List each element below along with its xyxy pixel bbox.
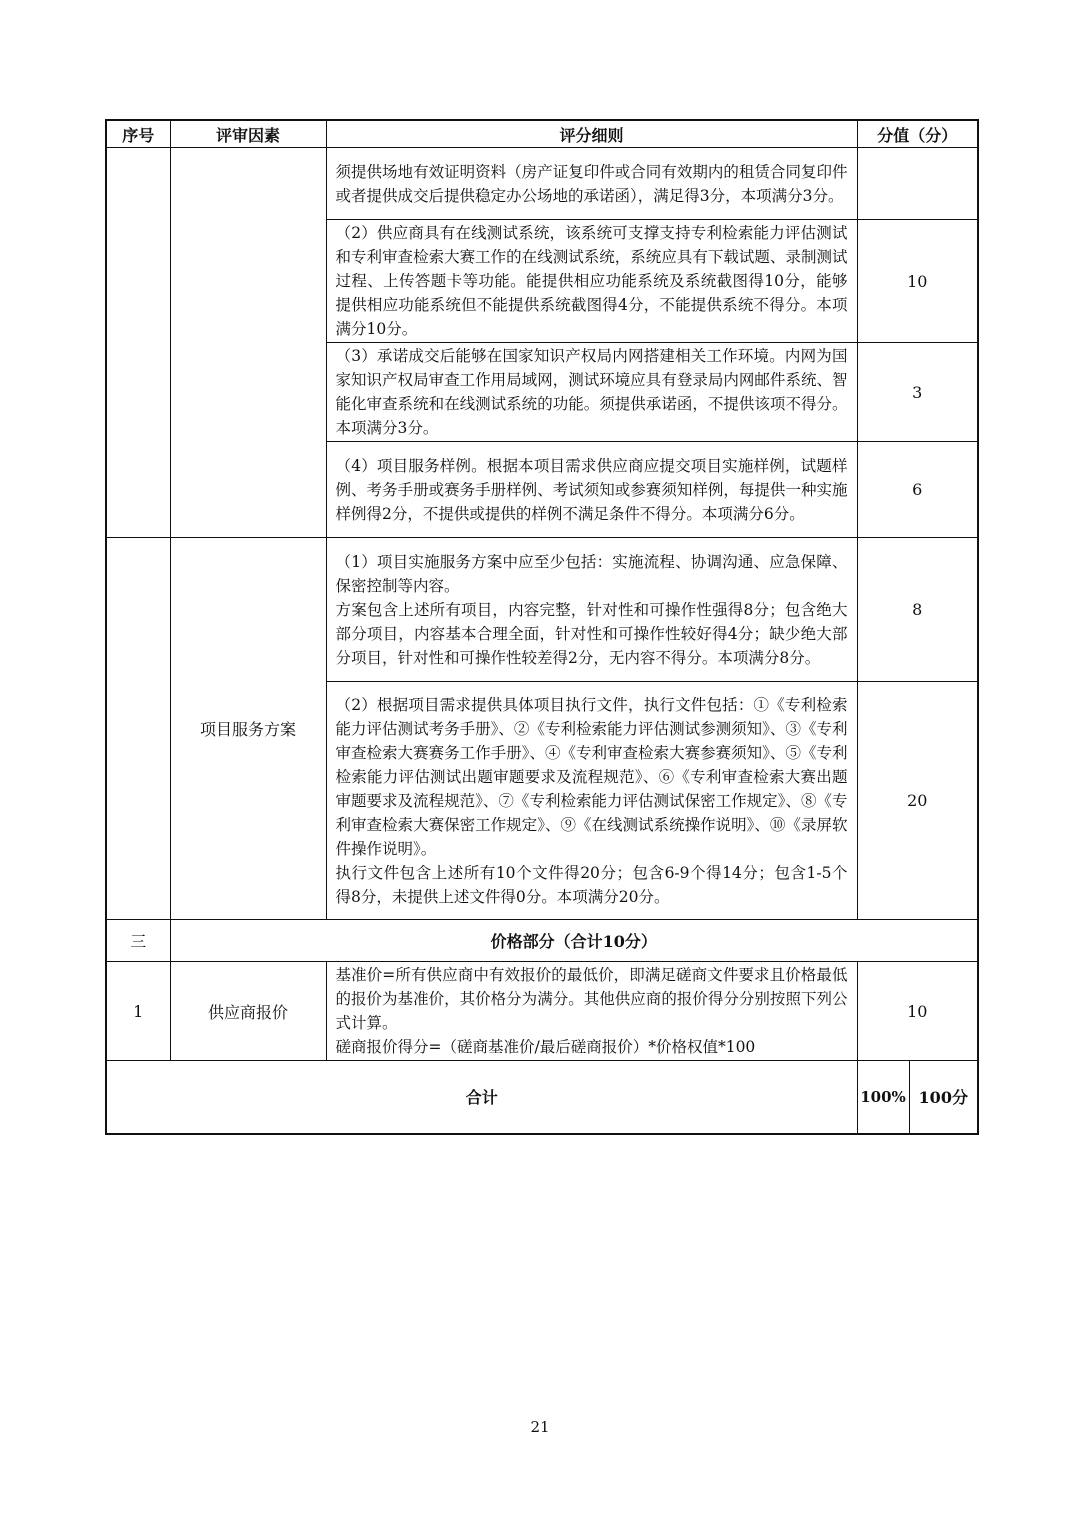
section-title: 价格部分（合计10分） bbox=[170, 920, 978, 962]
total-row bbox=[106, 1061, 978, 1134]
price-seq: 1 bbox=[106, 962, 170, 1061]
scoring-table bbox=[105, 119, 979, 1135]
rule-cell: （4）项目服务样例。根据本项目需求供应商应提交项目实施样例，试题样例、考务手册或赛务手册样例、考试须知或参赛须知样例，每提供一种实施样例得2分，不提供或提供的样例不满足条件不得分。本项满分6分。 bbox=[326, 442, 857, 538]
score-cell: 6 bbox=[857, 442, 978, 538]
table-header-row bbox=[106, 120, 978, 148]
seq-cell-empty bbox=[106, 148, 170, 538]
section-row bbox=[106, 920, 978, 962]
total-score: 100分 bbox=[909, 1061, 978, 1134]
table-row bbox=[106, 538, 978, 682]
rule-cell: （2）供应商具有在线测试系统，该系统可支撑支持专利检索能力评估测试和专利审查检索大赛工作的在线测试系统，系统应具有下载试题、录制测试过程、上传答题卡等功能。能提供相应功能系统及系统截图得10分，能够提供相应功能系统但不能提供系统截图得4分，不能提供系统不得分。本项满分10分。 bbox=[326, 220, 857, 343]
total-label: 合计 bbox=[106, 1061, 857, 1134]
score-cell: 8 bbox=[857, 538, 978, 682]
seq-cell-empty bbox=[106, 538, 170, 920]
score-cell bbox=[857, 148, 978, 220]
factor-service-plan: 项目服务方案 bbox=[170, 538, 326, 920]
score-cell: 10 bbox=[857, 962, 978, 1061]
rule-line: （1）项目实施服务方案中应至少包括：实施流程、协调沟通、应急保障、保密控制等内容。 bbox=[335, 552, 848, 595]
score-cell: 3 bbox=[857, 343, 978, 442]
factor-cell-empty bbox=[170, 148, 326, 538]
header-factor: 评审因素 bbox=[170, 120, 326, 148]
rule-cell bbox=[326, 682, 857, 920]
rule-cell: （3）承诺成交后能够在国家知识产权局内网搭建相关工作环境。内网为国家知识产权局审查工作用局域网，测试环境应具有登录局内网邮件系统、智能化审查系统和在线测试系统的功能。须提供承诺函，不提供该项不得分。本项满分3分。 bbox=[326, 343, 857, 442]
rule-cell bbox=[326, 962, 857, 1061]
page-number: 21 bbox=[530, 1418, 550, 1436]
score-cell: 10 bbox=[857, 220, 978, 343]
section-seq: 三 bbox=[106, 920, 170, 962]
table-row bbox=[106, 962, 978, 1061]
header-seq: 序号 bbox=[106, 120, 170, 148]
score-cell: 20 bbox=[857, 682, 978, 920]
price-factor: 供应商报价 bbox=[170, 962, 326, 1061]
rule-cell: 须提供场地有效证明资料（房产证复印件或合同有效期内的租赁合同复印件或者提供成交后提供稳定办公场地的承诺函），满足得3分，本项满分3分。 bbox=[326, 148, 857, 220]
rule-line: 方案包含上述所有项目，内容完整，针对性和可操作性强得8分；包含绝大部分项目，内容基本合理全面，针对性和可操作性较好得4分；缺少绝大部分项目，针对性和可操作性较差得2分，无内容不得分。本项满分8分。 bbox=[335, 600, 848, 667]
rule-line: 基准价=所有供应商中有效报价的最低价，即满足磋商文件要求且价格最低的报价为基准价，其价格分为满分。其他供应商的报价得分分别按照下列公式计算。 bbox=[335, 966, 848, 1032]
rule-cell bbox=[326, 538, 857, 682]
total-percent: 100% bbox=[857, 1061, 909, 1134]
rule-line: 执行文件包含上述所有10个文件得20分；包含6-9个得14分；包含1-5个得8分，未提供上述文件得0分。本项满分20分。 bbox=[335, 863, 848, 906]
header-score: 分值（分） bbox=[857, 120, 978, 148]
rule-line: 磋商报价得分=（磋商基准价/最后磋商报价）*价格权值*100 bbox=[335, 1038, 756, 1056]
header-rule: 评分细则 bbox=[326, 120, 857, 148]
rule-line: （2）根据项目需求提供具体项目执行文件，执行文件包括：①《专利检索能力评估测试考务手册》、②《专利检索能力评估测试参测须知》、③《专利审查检索大赛赛务工作手册》、④《专利审查检索大赛参赛须知》、⑤《专利检索能力评估测试出题审题要求及流程规范》、⑥《专利审查检索大赛出题审题要求及流程规范》、⑦《专利检索能力评估测试保密工作规定》、⑧《专利审查检索大赛保密工作规定》、⑨《在线测试系统操作说明》、⑩《录屏软件操作说明》。 bbox=[335, 695, 848, 858]
table-row bbox=[106, 148, 978, 220]
